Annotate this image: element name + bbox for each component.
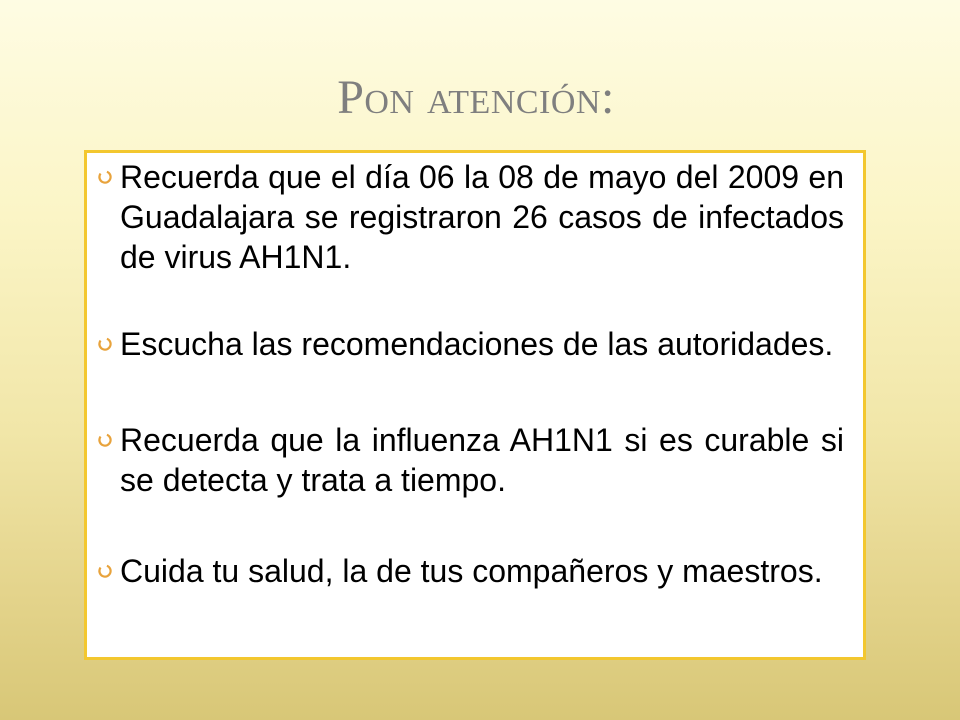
content-box xyxy=(84,150,866,660)
bullet-item xyxy=(87,324,863,364)
bullet-item xyxy=(87,157,863,277)
bullet-text: Recuerda que la influenza AH1N1 si es curable si se detecta y trata a tiempo. xyxy=(120,422,844,498)
bullet-text: Escucha las recomendaciones de las autoridades. xyxy=(120,326,834,362)
ring-bullet-icon xyxy=(97,169,113,185)
slide-title: Pon atención: xyxy=(337,71,615,124)
ring-bullet-icon xyxy=(97,336,113,352)
ring-bullet-icon xyxy=(97,563,113,579)
bullet-text: Cuida tu salud, la de tus compañeros y maestros. xyxy=(120,553,823,589)
bullet-item xyxy=(87,551,863,591)
ring-bullet-icon xyxy=(97,432,113,448)
bullet-item xyxy=(87,420,863,500)
bullet-text: Recuerda que el día 06 la 08 de mayo del 2009 en Guadalajara se registraron 26 casos de infectados de virus AH1N1. xyxy=(120,159,844,275)
